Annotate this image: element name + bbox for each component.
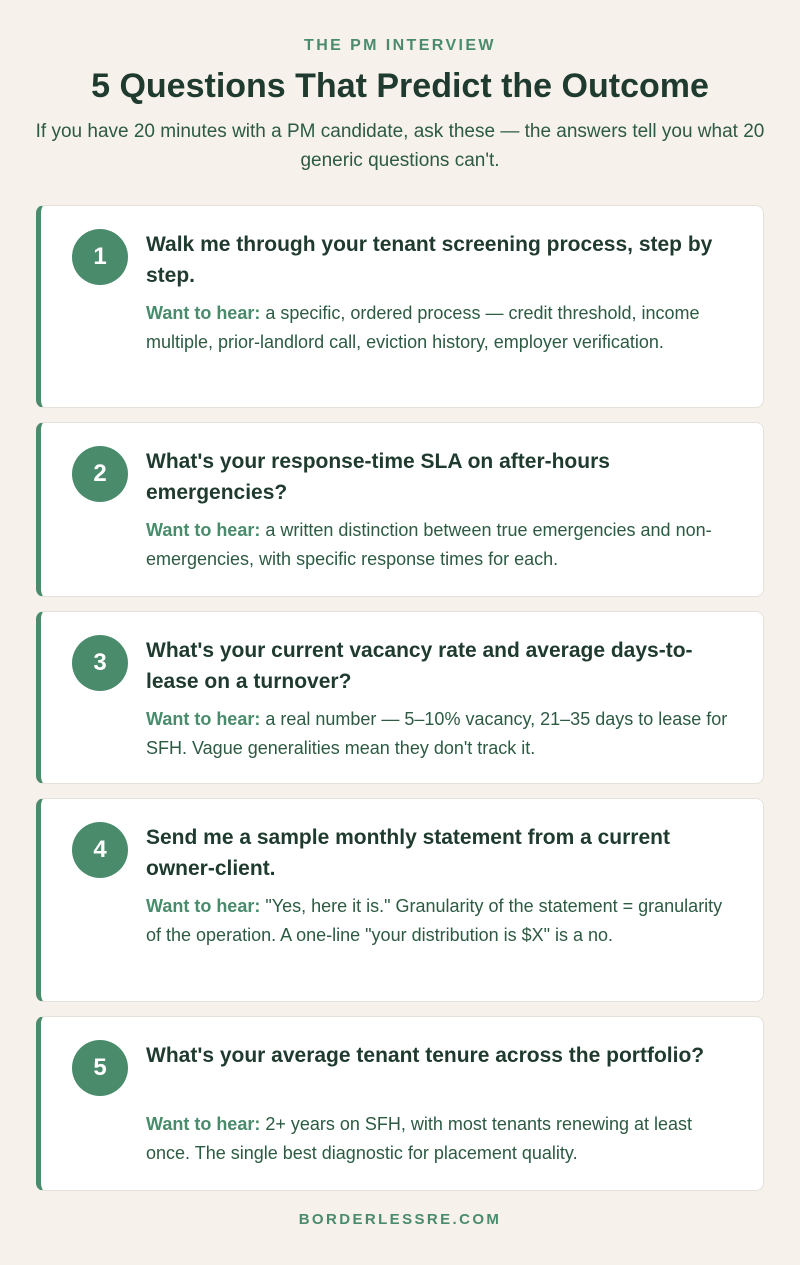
question-card-5 [36, 1016, 764, 1191]
want-to-hear-label: Want to hear: [146, 520, 261, 540]
question-text: What's your average tenant tenure across the portfolio? [146, 1044, 705, 1067]
question-card-3 [36, 611, 764, 784]
question-number-badge: 5 [72, 1040, 128, 1096]
question-text: Send me a sample monthly statement from a current owner-client. [146, 826, 670, 880]
footer-site-url: BORDERLESSRE.COM [298, 1211, 502, 1228]
page-subtitle: If you have 20 minutes with a PM candidate, ask these — the answers tell you what 20 generic questions can't. [35, 121, 765, 171]
question-number-badge: 1 [72, 229, 128, 285]
want-to-hear-label: Want to hear: [146, 896, 261, 916]
question-number-badge: 3 [72, 635, 128, 691]
page-title: 5 Questions That Predict the Outcome [91, 67, 709, 105]
want-to-hear-label: Want to hear: [146, 709, 261, 729]
answer-body: a real number — 5–10% vacancy, 21–35 days to lease for SFH. Vague generalities mean they don't track it. [146, 709, 728, 758]
question-text: Walk me through your tenant screening process, step by step. [146, 233, 713, 287]
answer-text [146, 705, 741, 763]
answer-text [146, 1110, 741, 1168]
question-text: What's your response-time SLA on after-hours emergencies? [146, 450, 610, 504]
question-number-badge: 4 [72, 822, 128, 878]
question-text: What's your current vacancy rate and average days-to-lease on a turnover? [146, 639, 693, 693]
question-number-badge: 2 [72, 446, 128, 502]
answer-body: "Yes, here it is." Granularity of the statement = granularity of the operation. A one-line "your distribution is $X" is a no. [146, 896, 723, 945]
question-card-2 [36, 422, 764, 597]
want-to-hear-label: Want to hear: [146, 1114, 261, 1134]
answer-body: 2+ years on SFH, with most tenants renewing at least once. The single best diagnostic for placement quality. [146, 1114, 693, 1163]
want-to-hear-label: Want to hear: [146, 303, 261, 323]
answer-text [146, 516, 741, 574]
question-card-4 [36, 798, 764, 1002]
question-card-1 [36, 205, 764, 408]
answer-text [146, 299, 741, 357]
answer-body: a written distinction between true emergencies and non-emergencies, with specific response times for each. [146, 520, 712, 569]
answer-text [146, 892, 741, 950]
answer-body: a specific, ordered process — credit threshold, income multiple, prior-landlord call, eviction history, employer verification. [146, 303, 700, 352]
eyebrow-label: THE PM INTERVIEW [304, 37, 496, 54]
